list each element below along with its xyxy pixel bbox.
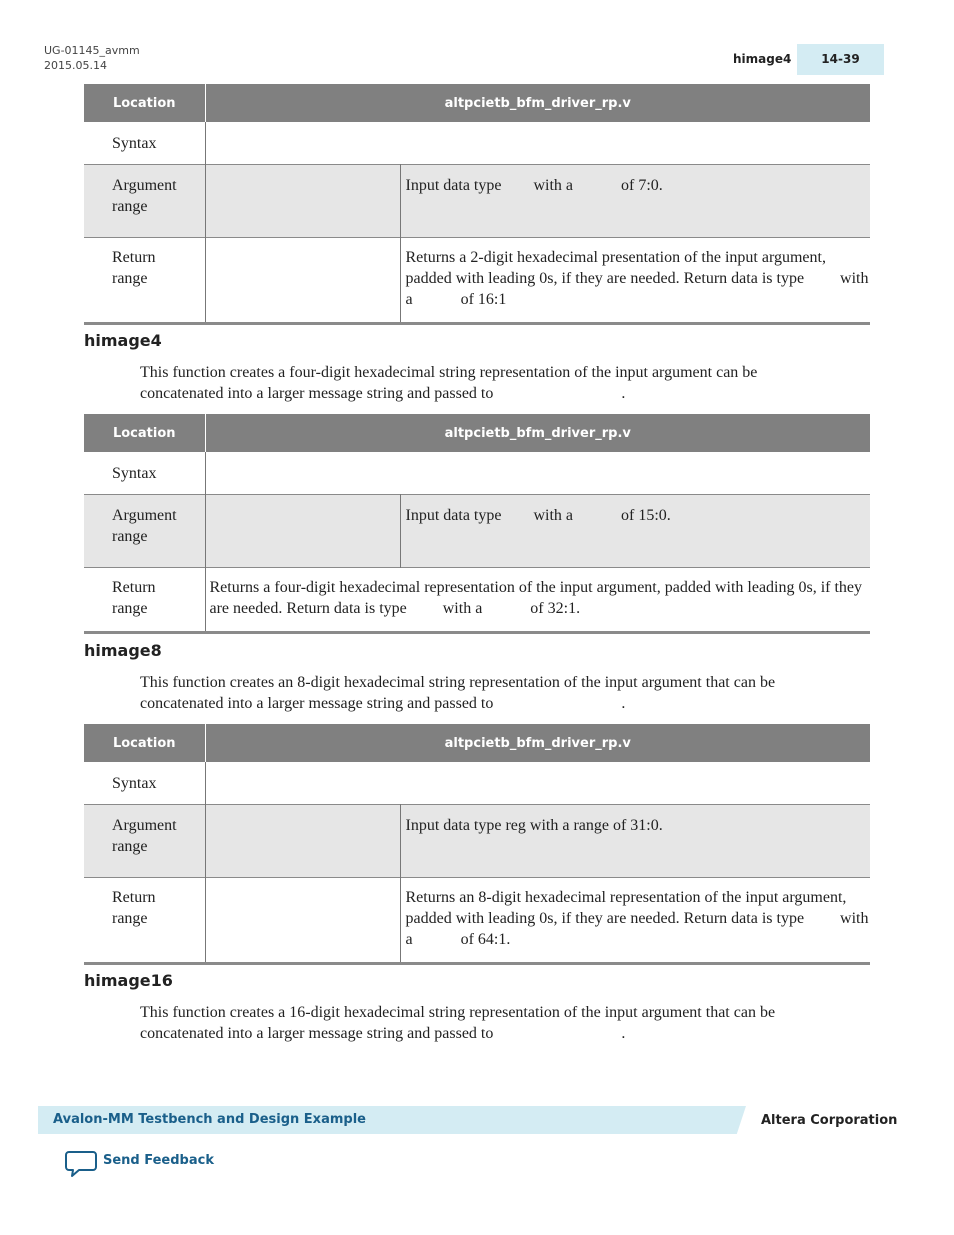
return-range-description: Returns a 2-digit hexadecimal presentation of the input argument, padded with leading 0s, if they are needed. Return data is type with a of 16:1	[400, 238, 870, 324]
section-title-himage16: himage16	[84, 971, 173, 990]
location-header-value: altpcietb_bfm_driver_rp.v	[205, 724, 870, 762]
location-header-label: Location	[84, 414, 205, 452]
return-range-label: Return range	[84, 238, 205, 324]
reference-table-himage8	[84, 724, 870, 965]
syntax-label: Syntax	[84, 452, 205, 495]
return-range-description: Returns an 8-digit hexadecimal representation of the input argument, padded with leading 0s, if they are needed. Return data is type with a of 64:1.	[400, 878, 870, 964]
send-feedback-link[interactable]: Send Feedback	[103, 1153, 214, 1168]
location-header-label: Location	[84, 84, 205, 122]
return-range-label: Return range	[84, 568, 205, 633]
page-number: 14-39	[797, 44, 884, 75]
document-date: 2015.05.14	[44, 59, 107, 72]
location-header-label: Location	[84, 724, 205, 762]
document-id: UG-01145_avmm	[44, 44, 140, 57]
return-name-cell	[205, 238, 400, 324]
speech-bubble-icon[interactable]	[65, 1150, 97, 1178]
argument-name-cell	[205, 495, 400, 568]
footer-document-title[interactable]: Avalon-MM Testbench and Design Example	[53, 1112, 366, 1127]
argument-range-label: Argument range	[84, 495, 205, 568]
document-id-block	[44, 43, 140, 73]
section-title-himage4: himage4	[84, 331, 162, 350]
syntax-label: Syntax	[84, 122, 205, 165]
syntax-value	[205, 122, 870, 165]
argument-name-cell	[205, 165, 400, 238]
location-header-value: altpcietb_bfm_driver_rp.v	[205, 84, 870, 122]
syntax-value	[205, 762, 870, 805]
argument-range-description: Input data type with a of 7:0.	[400, 165, 870, 238]
section-body-himage8: This function creates an 8-digit hexadecimal string representation of the input argument that can be concatenated into a larger message string and passed to .	[140, 674, 776, 712]
location-header-value: altpcietb_bfm_driver_rp.v	[205, 414, 870, 452]
argument-name-cell	[205, 805, 400, 878]
argument-range-label: Argument range	[84, 805, 205, 878]
return-name-cell	[205, 878, 400, 964]
section-title-himage8: himage8	[84, 641, 162, 660]
syntax-label: Syntax	[84, 762, 205, 805]
argument-range-description: Input data type reg with a range of 31:0.	[400, 805, 870, 878]
reference-table-himage2	[84, 84, 870, 325]
section-body-himage4: This function creates a four-digit hexadecimal string representation of the input argument can be concatenated into a larger message string and passed to .	[140, 364, 758, 402]
reference-table-himage4	[84, 414, 870, 634]
section-body-himage16: This function creates a 16-digit hexadecimal string representation of the input argument that can be concatenated into a larger message string and passed to .	[140, 1004, 776, 1042]
footer-company: Altera Corporation	[761, 1113, 898, 1128]
running-header-title: himage4	[733, 52, 792, 66]
syntax-value	[205, 452, 870, 495]
return-range-description: Returns a four-digit hexadecimal representation of the input argument, padded with leading 0s, if they are needed. Return data is type with a of 32:1.	[205, 568, 870, 633]
return-range-label: Return range	[84, 878, 205, 964]
argument-range-label: Argument range	[84, 165, 205, 238]
argument-range-description: Input data type with a of 15:0.	[400, 495, 870, 568]
